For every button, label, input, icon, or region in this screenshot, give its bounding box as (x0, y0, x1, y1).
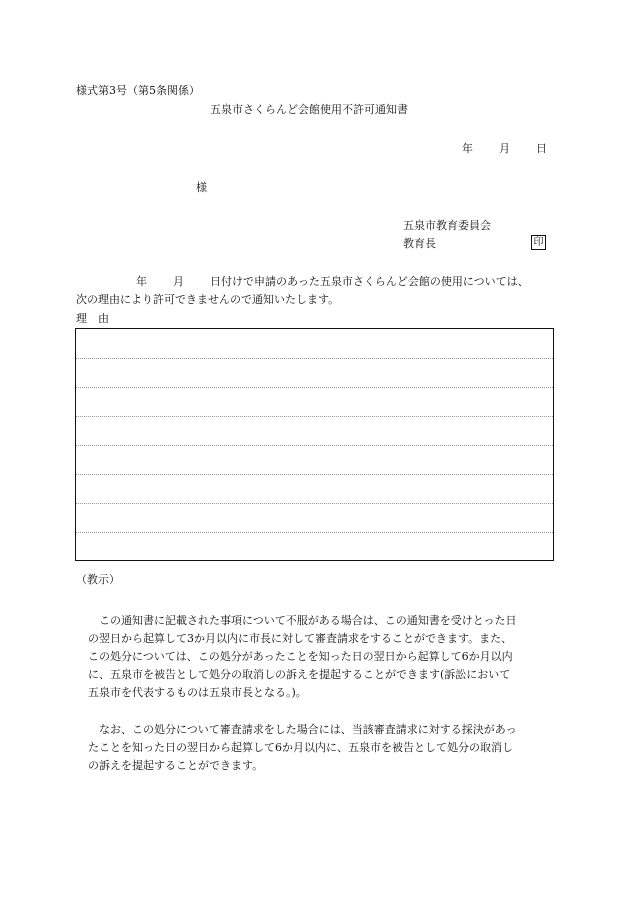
reason-rule (76, 416, 553, 417)
date-day: 日 (536, 142, 547, 155)
reason-rule (76, 474, 553, 475)
reason-label: 理 由 (76, 312, 109, 325)
date-month: 月 (499, 142, 510, 155)
body-line-2: 次の理由により許可できませんので通知いたします。 (76, 293, 340, 306)
reason-box (75, 328, 554, 561)
notice-p1-line: に、五泉市を被告として処分の取消しの訴えを提起することができます(訴訟において (88, 668, 511, 681)
reason-rule (76, 532, 553, 533)
reason-rule (76, 503, 553, 504)
notice-paragraph-1 (88, 612, 558, 702)
form-number: 様式第3号（第5条関係） (76, 84, 200, 97)
issuer-title: 教育長 (403, 237, 436, 250)
issuer-organization: 五泉市教育委員会 (403, 219, 491, 232)
reason-rule (76, 445, 553, 446)
body-date-month: 月 (173, 275, 184, 288)
body-line-1 (136, 275, 529, 288)
recipient-suffix: 様 (196, 181, 207, 194)
seal-mark: 印 (531, 235, 546, 250)
notice-p1-line: の翌日から起算して3か月以内に市長に対して審査請求をすることができます。また、 (88, 632, 513, 645)
document-title: 五泉市さくらんど会館使用不許可通知書 (210, 103, 408, 116)
notice-heading: （教示） (76, 573, 120, 586)
notice-paragraph-2 (88, 721, 558, 775)
date-year: 年 (462, 142, 473, 155)
notice-p1-line: この通知書に記載された事項について不服がある場合は、この通知書を受けとった日 (88, 614, 517, 627)
notice-p2-line: の訴えを提起することができます。 (88, 759, 264, 772)
reason-rule (76, 387, 553, 388)
reason-rule (76, 358, 553, 359)
body-date-year: 年 (136, 275, 147, 288)
notice-p1-line: この処分については、この処分があったことを知った日の翌日から起算して6か月以内 (88, 650, 513, 663)
notice-p1-line: 五泉市を代表するものは五泉市長となる。)。 (88, 686, 307, 699)
body-line-1-rest: 日付けで申請のあった五泉市さくらんど会館の使用については、 (210, 275, 529, 288)
notice-p2-line: なお、この処分について審査請求をした場合には、当該審査請求に対する採決があっ (88, 723, 517, 736)
notice-p2-line: たことを知った日の翌日から起算して6か月以内に、五泉市を被告として処分の取消し (88, 741, 513, 754)
